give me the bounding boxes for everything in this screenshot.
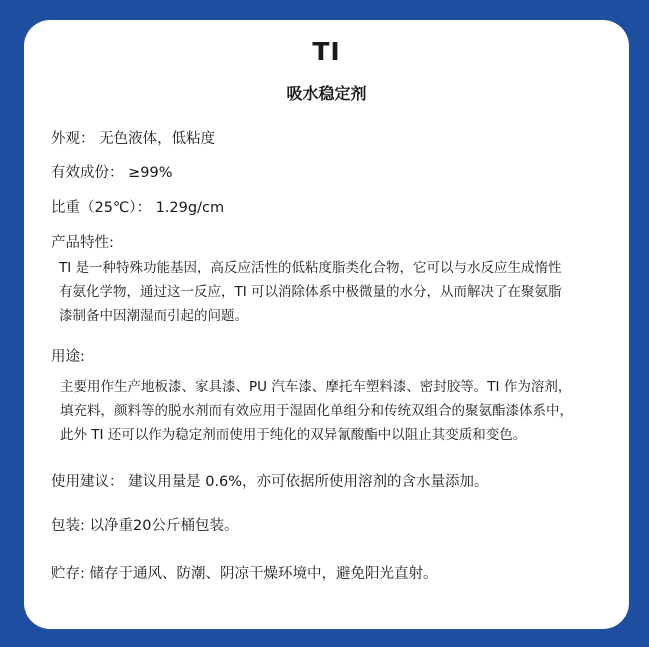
product-subtitle: 吸水稳定剂 [286,84,367,103]
features-text [59,256,562,328]
advice-line: 使用建议： 建议用量是 0.6%，亦可依据所使用溶剂的含水量添加。 [51,474,489,490]
usage-label: 用途: [51,349,85,365]
appearance-line: 外观： 无色液体，低粘度 [51,131,216,147]
storage-line: 贮存: 储存于通风、防潮、阴凉干燥环境中，避免阳光直射。 [51,566,438,582]
product-card [24,20,629,629]
features-label: 产品特性: [51,235,114,251]
usage-line: 填充料，颜料等的脱水剂而有效应用于湿固化单组分和传统双组合的聚氨酯漆体系中， [60,403,573,419]
usage-line: 主要用作生产地板漆、家具漆、PU 汽车漆、摩托车塑料漆、密封胶等。TI 作为溶剂， [60,379,572,395]
content-line: 有效成份： ≥99% [51,165,173,181]
features-line: 漆制备中因潮湿而引起的问题。 [59,308,248,324]
packaging-line: 包装: 以净重20公斤桶包装。 [51,518,239,534]
usage-line: 此外 TI 还可以作为稳定剂而使用于纯化的双异氰酸酯中以阻止其变质和变色。 [60,427,527,443]
usage-text [60,375,573,447]
product-title: TI [312,37,341,66]
features-line: TI 是一种特殊功能基因，高反应活性的低粘度脂类化合物，它可以与水反应生成惰性 [59,260,562,276]
gravity-line: 比重（25℃）： 1.29g/cm [51,200,225,216]
features-line: 有氨化学物，通过这一反应，TI 可以消除体系中极微量的水分，从而解决了在聚氨脂 [59,284,562,300]
